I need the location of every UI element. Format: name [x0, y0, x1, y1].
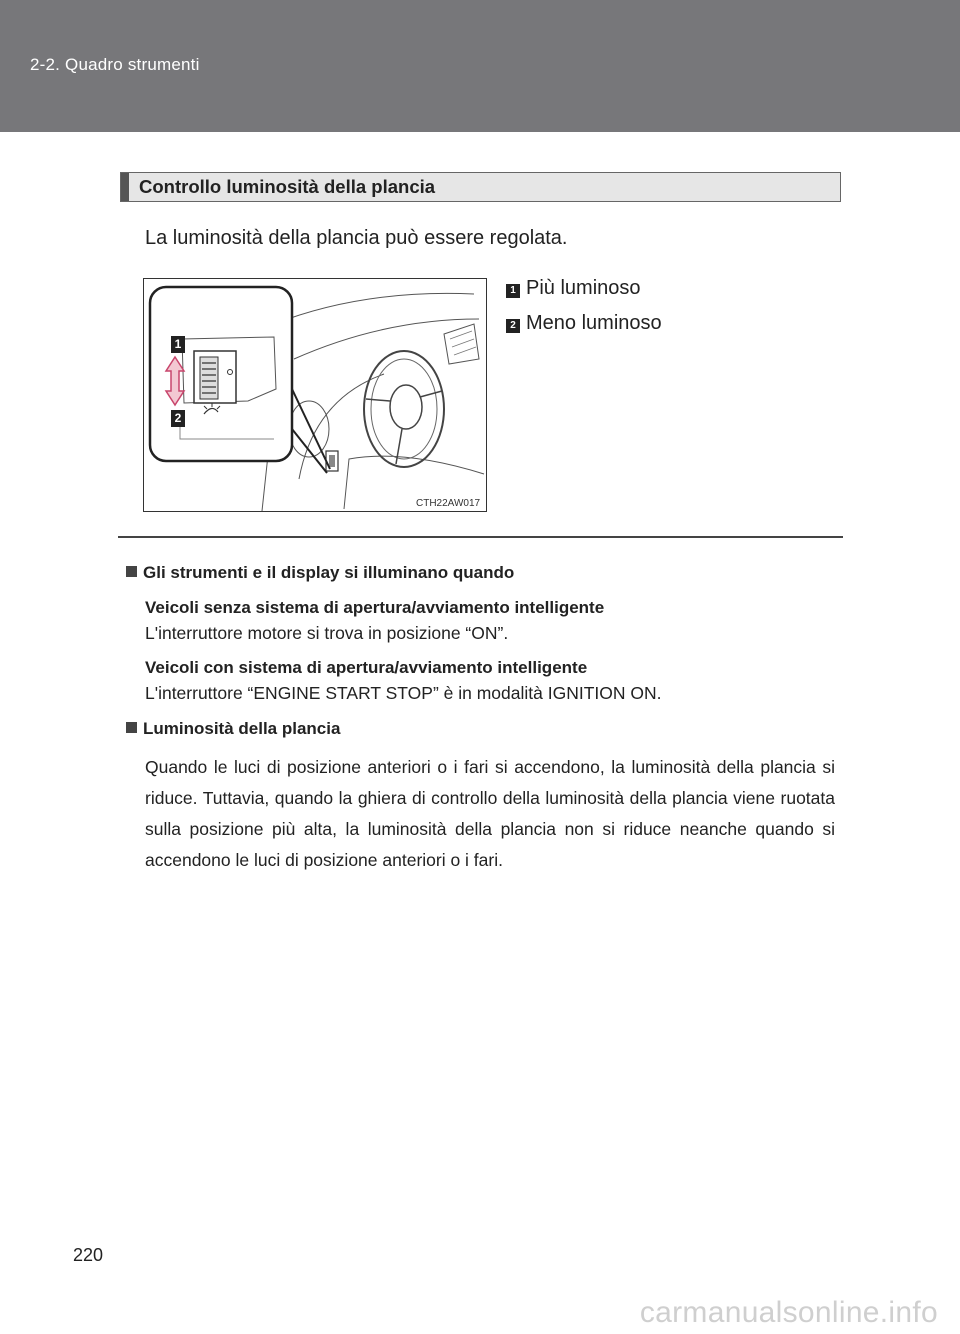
brightness-paragraph: Quando le luci di posizione anteriori o i fari si accendono, la luminosità della plancia si riduce. Tuttavia, quando la ghiera di controllo della luminosità della plancia viene ruotata sulla posizione più alta, la luminosità della plancia non si riduce neanche quando si accendono le luci di posizione anteriori o i fari. [145, 757, 835, 870]
section-title-bar [121, 173, 129, 201]
square-bullet-icon [126, 566, 137, 577]
callout-1: 1 [171, 336, 185, 353]
vehicle-label-with-smart: Veicoli con sistema di apertura/avviamento intelligente [145, 658, 588, 677]
note-heading-illumination [126, 563, 514, 583]
page-number: 220 [73, 1245, 104, 1265]
legend-number-1: 1 [506, 284, 520, 298]
vehicle-text-with-smart: L'interruttore “ENGINE START STOP” è in modalità IGNITION ON. [145, 683, 662, 703]
legend-item-brighter [506, 277, 641, 300]
square-bullet-icon [126, 722, 137, 733]
vehicle-text-without-smart: L'interruttore motore si trova in posizione “ON”. [145, 623, 509, 643]
legend-label-brighter: Più luminoso [526, 277, 641, 299]
section-title: Controllo luminosità della plancia [139, 176, 436, 197]
breadcrumb: 2-2. Quadro strumenti [30, 55, 200, 74]
dashboard-illustration [143, 278, 487, 512]
intro-text: La luminosità della plancia può essere regolata. [145, 227, 568, 249]
watermark: carmanualsonline.info [639, 1296, 938, 1329]
note-heading-brightness-text: Luminosità della plancia [143, 719, 341, 738]
legend-label-dimmer: Meno luminoso [526, 312, 662, 334]
note-heading-illumination-text: Gli strumenti e il display si illuminano quando [143, 563, 515, 582]
dashboard-drawing [144, 279, 487, 512]
legend-item-dimmer [506, 312, 662, 335]
legend-number-2: 2 [506, 319, 520, 333]
section-divider [118, 536, 843, 538]
figure-code: CTH22AW017 [416, 498, 481, 509]
page-header [0, 0, 960, 132]
note-heading-brightness [126, 719, 340, 739]
section-title-box [120, 172, 841, 202]
callout-2: 2 [171, 410, 185, 427]
vehicle-label-without-smart: Veicoli senza sistema di apertura/avviamento intelligente [145, 598, 605, 617]
